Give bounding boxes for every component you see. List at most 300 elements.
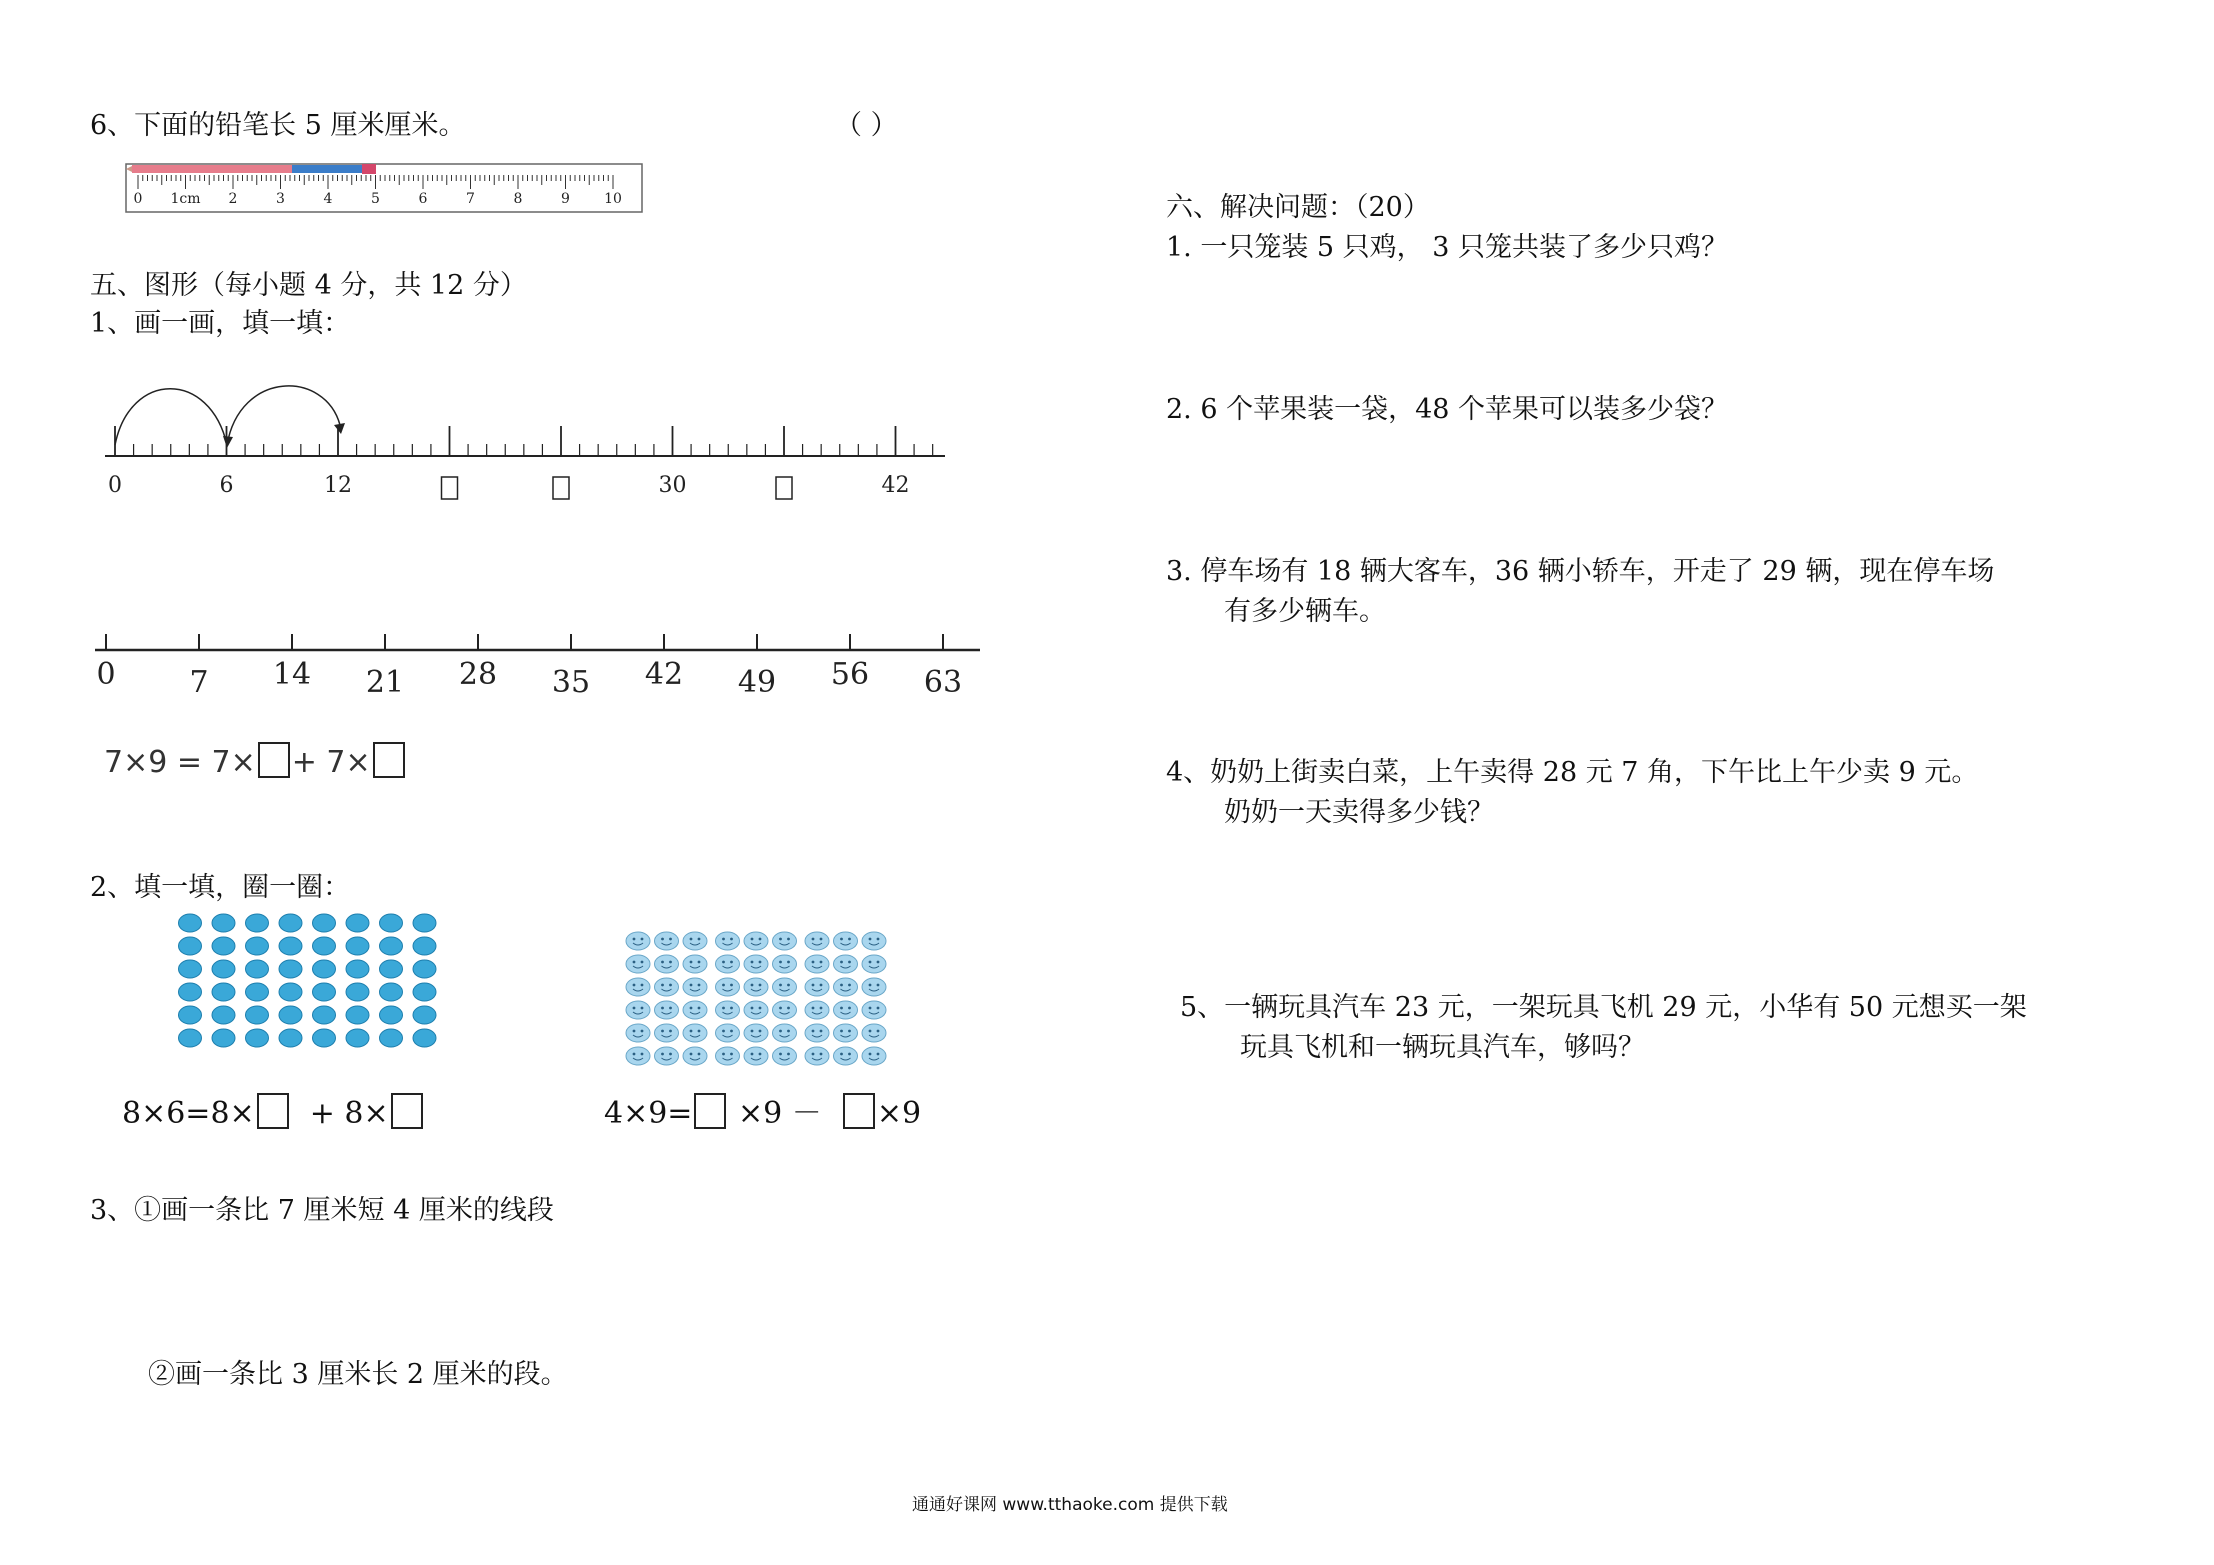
ruler-label: 9 — [561, 191, 570, 207]
smiley-eye — [751, 938, 754, 941]
section5-title: 五、图形（每小题 4 分，共 12 分） — [90, 270, 527, 301]
dot — [346, 914, 369, 932]
smiley-eye — [759, 961, 762, 964]
smiley-face — [626, 1001, 650, 1019]
smiley-head — [862, 1047, 886, 1065]
dot — [313, 1029, 336, 1047]
smiley-eye — [661, 984, 664, 987]
smiley-eye — [730, 1053, 733, 1056]
dot — [413, 983, 436, 1001]
smiley-head — [805, 1001, 829, 1019]
ruler-label: 2 — [228, 191, 238, 207]
dot — [380, 914, 403, 932]
smiley-eye — [848, 1053, 851, 1056]
pencil-stripe-body — [132, 165, 292, 173]
smiley-eye — [722, 961, 725, 964]
smiley-head — [834, 932, 858, 950]
smiley-face — [655, 1001, 679, 1019]
smiley-eye — [690, 984, 693, 987]
smiley-head — [773, 978, 797, 996]
dot — [279, 914, 302, 932]
smiley-face — [862, 1001, 886, 1019]
dot — [346, 937, 369, 955]
smiley-face — [773, 1047, 797, 1065]
dot — [212, 983, 235, 1001]
smiley-head — [773, 1024, 797, 1042]
smiley-head — [744, 1047, 768, 1065]
dot — [380, 960, 403, 978]
number-line-label: 28 — [458, 657, 498, 692]
smiley-head — [834, 1024, 858, 1042]
smiley-eye — [633, 1030, 636, 1033]
smiley-eye — [869, 1007, 872, 1010]
smiley-face — [834, 932, 858, 950]
smiley-eye — [759, 1030, 762, 1033]
smiley-head — [773, 1047, 797, 1065]
ruler-label: 10 — [604, 191, 622, 207]
q6-text: 6、下面的铅笔长 5 厘米厘米。 — [90, 110, 466, 141]
smiley-eye — [812, 984, 815, 987]
dot — [346, 1006, 369, 1024]
number-line-label: 49 — [737, 665, 777, 700]
smiley-eye — [848, 961, 851, 964]
smiley-eye — [633, 984, 636, 987]
answer-box[interactable] — [258, 742, 290, 778]
dot — [179, 983, 202, 1001]
smiley-eye — [877, 1030, 880, 1033]
dot — [346, 960, 369, 978]
dot — [179, 1006, 202, 1024]
smiley-head — [773, 932, 797, 950]
dot — [246, 914, 269, 932]
smiley-eye — [787, 938, 790, 941]
smiley-eye — [779, 1053, 782, 1056]
smiley-eye — [877, 961, 880, 964]
smiley-face — [683, 1001, 707, 1019]
smiley-face — [862, 932, 886, 950]
section6-title: 六、解决问题：（20） — [1166, 192, 1430, 223]
smiley-face — [716, 932, 740, 950]
smiley-eye — [698, 1007, 701, 1010]
smiley-face — [744, 1047, 768, 1065]
smiley-face — [716, 1024, 740, 1042]
smiley-eye — [633, 938, 636, 941]
smiley-eye — [848, 984, 851, 987]
smiley-eye — [730, 961, 733, 964]
smiley-face — [805, 978, 829, 996]
smiley-face — [744, 955, 768, 973]
dot — [212, 937, 235, 955]
jump-arc-1 — [115, 389, 227, 445]
dot — [212, 1006, 235, 1024]
smiley-eye — [820, 984, 823, 987]
equation-part-b: ×9 － — [738, 1096, 822, 1131]
smiley-face — [805, 1024, 829, 1042]
smiley-eye — [722, 1053, 725, 1056]
smiley-face — [834, 955, 858, 973]
smiley-head — [862, 978, 886, 996]
smiley-head — [626, 932, 650, 950]
smiley-eye — [759, 984, 762, 987]
smiley-eye — [722, 984, 725, 987]
number-line-label: 6 — [219, 473, 234, 498]
smiley-head — [744, 932, 768, 950]
smiley-eye — [759, 1053, 762, 1056]
smiley-eye — [787, 1007, 790, 1010]
smiley-head — [626, 1047, 650, 1065]
equation-part-c: ×9 — [876, 1096, 922, 1131]
number-line-2 — [90, 620, 990, 710]
smiley-eye — [820, 938, 823, 941]
q3-line2: ②画一条比 3 厘米长 2 厘米的段。 — [148, 1359, 568, 1390]
ruler-label: 8 — [513, 191, 523, 207]
smiley-eye — [869, 984, 872, 987]
smiley-eye — [730, 984, 733, 987]
smiley-head — [862, 1024, 886, 1042]
dot — [246, 960, 269, 978]
q3-line1: 3、①画一条比 7 厘米短 4 厘米的线段 — [90, 1195, 554, 1226]
smiley-face — [744, 1001, 768, 1019]
dot — [179, 914, 202, 932]
smiley-eye — [751, 961, 754, 964]
answer-box[interactable] — [391, 1093, 423, 1129]
smiley-eye — [698, 961, 701, 964]
ruler-label: 1cm — [170, 191, 201, 207]
smiley-eye — [690, 961, 693, 964]
smiley-head — [744, 1001, 768, 1019]
smiley-eye — [812, 1053, 815, 1056]
dot — [380, 983, 403, 1001]
answer-box[interactable] — [373, 742, 405, 778]
smiley-eye — [641, 1053, 644, 1056]
smiley-eye — [812, 938, 815, 941]
smiley-eye — [877, 984, 880, 987]
smiley-head — [744, 978, 768, 996]
equation-part-a: 4×9= — [604, 1096, 693, 1131]
smiley-eye — [779, 961, 782, 964]
number-line-label: 30 — [658, 473, 687, 498]
smiley-eye — [877, 1053, 880, 1056]
smiley-eye — [669, 1007, 672, 1010]
smiley-face — [626, 1047, 650, 1065]
dot — [313, 983, 336, 1001]
smiley-eye — [641, 984, 644, 987]
smiley-eye — [698, 1053, 701, 1056]
equation-part-a: 8×6=8× — [122, 1096, 255, 1131]
smiley-face — [716, 955, 740, 973]
smiley-eye — [751, 1030, 754, 1033]
smiley-head — [805, 1024, 829, 1042]
smiley-eye — [722, 938, 725, 941]
smiley-eye — [661, 1007, 664, 1010]
number-line-label: 56 — [830, 657, 870, 692]
smiley-head — [683, 978, 707, 996]
smiley-head — [862, 932, 886, 950]
smiley-face — [805, 1047, 829, 1065]
smiley-head — [655, 932, 679, 950]
smiley-eye — [751, 1007, 754, 1010]
ruler-label: 7 — [466, 191, 475, 207]
footer-credit: 通通好课网 www.tthaoke.com 提供下载 — [912, 1495, 1228, 1515]
smiley-eye — [779, 938, 782, 941]
smiley-face — [626, 955, 650, 973]
problem-2: 2. 6 个苹果装一袋，48 个苹果可以装多少袋？ — [1166, 394, 1729, 425]
smiley-eye — [641, 961, 644, 964]
q6-answer-paren: （ ） — [835, 110, 898, 141]
blank-box — [776, 477, 792, 499]
smiley-face — [655, 1024, 679, 1042]
smiley-face — [862, 955, 886, 973]
number-line-label: 0 — [96, 657, 116, 692]
smiley-face — [773, 1024, 797, 1042]
dot — [346, 1029, 369, 1047]
smiley-eye — [633, 1053, 636, 1056]
smiley-eye — [641, 938, 644, 941]
equation-part-b: + 8× — [309, 1096, 389, 1131]
smiley-face — [655, 978, 679, 996]
dot — [380, 1006, 403, 1024]
smiley-eye — [730, 1030, 733, 1033]
dot — [313, 914, 336, 932]
smiley-face — [744, 1024, 768, 1042]
number-line-label: 42 — [881, 473, 910, 498]
smiley-face — [626, 1024, 650, 1042]
smiley-head — [626, 1001, 650, 1019]
dot — [346, 983, 369, 1001]
smiley-head — [834, 955, 858, 973]
number-line-label: 12 — [324, 473, 352, 498]
smiley-face — [773, 955, 797, 973]
smiley-face — [834, 978, 858, 996]
blank-box — [442, 477, 458, 499]
smiley-eye — [641, 1030, 644, 1033]
smiley-head — [773, 955, 797, 973]
smiley-head — [805, 978, 829, 996]
smiley-face — [683, 978, 707, 996]
dot — [279, 937, 302, 955]
smiley-face — [683, 932, 707, 950]
pencil-blue-band — [292, 165, 362, 173]
smiley-eye — [877, 1007, 880, 1010]
smiley-face — [655, 932, 679, 950]
problem-5-line1: 5、一辆玩具汽车 23 元，一架玩具飞机 29 元，小华有 50 元想买一架 — [1180, 992, 2027, 1023]
dot — [246, 1029, 269, 1047]
smiley-face — [805, 932, 829, 950]
smiley-eye — [812, 961, 815, 964]
smiley-head — [655, 978, 679, 996]
dot — [413, 914, 436, 932]
smiley-face — [626, 932, 650, 950]
problem-3-line1: 3. 停车场有 18 辆大客车，36 辆小轿车，开走了 29 辆，现在停车场 — [1166, 556, 1995, 587]
equation-7x9 — [104, 742, 407, 784]
smiley-eye — [661, 1053, 664, 1056]
smiley-face — [744, 932, 768, 950]
smiley-eye — [633, 1007, 636, 1010]
problem-4-line1: 4、奶奶上街卖白菜，上午卖得 28 元 7 角，下午比上午少卖 9 元。 — [1166, 757, 1979, 788]
dot — [212, 960, 235, 978]
arrow-head-1 — [223, 436, 233, 448]
smiley-eye — [751, 1053, 754, 1056]
smiley-face — [716, 1047, 740, 1065]
ruler-label: 0 — [133, 191, 143, 207]
smiley-eye — [759, 938, 762, 941]
equation-8x6 — [122, 1093, 425, 1135]
smiley-head — [683, 1047, 707, 1065]
smiley-head — [683, 955, 707, 973]
number-line-label: 21 — [365, 665, 405, 700]
number-line-label: 35 — [551, 665, 591, 700]
smiley-eye — [722, 1030, 725, 1033]
smiley-eye — [759, 1007, 762, 1010]
smiley-head — [716, 955, 740, 973]
smiley-eye — [787, 961, 790, 964]
smiley-eye — [869, 938, 872, 941]
smiley-head — [655, 1024, 679, 1042]
smiley-eye — [877, 938, 880, 941]
dot — [380, 937, 403, 955]
number-line-label: 63 — [923, 665, 963, 700]
problem-3-line2: 有多少辆车。 — [1224, 596, 1386, 627]
smiley-head — [862, 955, 886, 973]
smiley-eye — [730, 1007, 733, 1010]
smiley-eye — [787, 984, 790, 987]
smiley-eye — [633, 961, 636, 964]
smiley-eye — [690, 1053, 693, 1056]
equation-part-b: + 7× — [291, 745, 371, 780]
ruler-label: 3 — [276, 191, 285, 207]
smiley-eye — [661, 1030, 664, 1033]
smiley-face — [744, 978, 768, 996]
smiley-eye — [751, 984, 754, 987]
smiley-eye — [669, 1053, 672, 1056]
smiley-eye — [840, 1030, 843, 1033]
smiley-head — [655, 1001, 679, 1019]
smiley-face — [834, 1001, 858, 1019]
dot — [179, 960, 202, 978]
smiley-eye — [690, 1030, 693, 1033]
dot — [313, 1006, 336, 1024]
number-line-label: 7 — [189, 665, 209, 700]
smiley-face — [683, 1047, 707, 1065]
smiley-eye — [820, 1053, 823, 1056]
smiley-eye — [690, 938, 693, 941]
pencil-ruler-figure — [120, 158, 650, 216]
smiley-face — [773, 978, 797, 996]
dot — [246, 983, 269, 1001]
smiley-head — [834, 978, 858, 996]
smiley-head — [626, 1024, 650, 1042]
smiley-face — [862, 1047, 886, 1065]
arrow-head-2 — [334, 423, 345, 434]
smiley-eye — [779, 1007, 782, 1010]
smiley-eye — [779, 984, 782, 987]
smiley-head — [744, 1024, 768, 1042]
dot — [279, 960, 302, 978]
smiley-face — [655, 955, 679, 973]
dot — [246, 1006, 269, 1024]
smiley-eye — [641, 1007, 644, 1010]
smiley-eye — [848, 1007, 851, 1010]
smiley-head — [655, 1047, 679, 1065]
smiley-eye — [840, 961, 843, 964]
smiley-head — [716, 932, 740, 950]
ruler-label: 5 — [371, 191, 380, 207]
dot — [279, 1006, 302, 1024]
smiley-face — [773, 1001, 797, 1019]
pencil-eraser — [362, 164, 376, 174]
smiley-head — [683, 1001, 707, 1019]
dot — [179, 1029, 202, 1047]
smiley-array — [624, 928, 894, 1074]
jump-arc-2 — [227, 386, 340, 445]
smiley-head — [655, 955, 679, 973]
equation-part-a: 7×9 = 7× — [104, 745, 256, 780]
smiley-head — [834, 1047, 858, 1065]
smiley-eye — [812, 1030, 815, 1033]
smiley-head — [716, 1047, 740, 1065]
smiley-face — [683, 955, 707, 973]
smiley-face — [716, 978, 740, 996]
smiley-eye — [820, 1030, 823, 1033]
smiley-eye — [722, 1007, 725, 1010]
smiley-eye — [820, 961, 823, 964]
smiley-eye — [661, 938, 664, 941]
smiley-face — [655, 1047, 679, 1065]
answer-box[interactable] — [257, 1093, 289, 1129]
smiley-eye — [840, 984, 843, 987]
smiley-eye — [787, 1030, 790, 1033]
ruler-label: 6 — [418, 191, 428, 207]
smiley-eye — [840, 938, 843, 941]
smiley-head — [834, 1001, 858, 1019]
smiley-eye — [869, 961, 872, 964]
smiley-face — [862, 978, 886, 996]
smiley-eye — [840, 1007, 843, 1010]
dot — [380, 1029, 403, 1047]
smiley-eye — [869, 1053, 872, 1056]
smiley-eye — [812, 1007, 815, 1010]
smiley-head — [626, 955, 650, 973]
q2-title: 2、填一填，圈一圈： — [90, 872, 351, 903]
smiley-eye — [669, 984, 672, 987]
number-line-label: 42 — [644, 657, 684, 692]
smiley-eye — [820, 1007, 823, 1010]
number-line-label: 0 — [108, 473, 122, 498]
dot — [212, 914, 235, 932]
smiley-eye — [698, 1030, 701, 1033]
smiley-face — [683, 1024, 707, 1042]
smiley-eye — [669, 1030, 672, 1033]
dot — [246, 937, 269, 955]
smiley-eye — [661, 961, 664, 964]
smiley-eye — [690, 1007, 693, 1010]
dot — [313, 937, 336, 955]
answer-box[interactable] — [843, 1093, 875, 1129]
smiley-head — [862, 1001, 886, 1019]
smiley-head — [683, 1024, 707, 1042]
smiley-eye — [669, 961, 672, 964]
smiley-eye — [869, 1030, 872, 1033]
smiley-head — [716, 978, 740, 996]
smiley-eye — [840, 1053, 843, 1056]
dot — [179, 937, 202, 955]
dot — [413, 960, 436, 978]
smiley-face — [834, 1024, 858, 1042]
answer-box[interactable] — [694, 1093, 726, 1129]
smiley-head — [626, 978, 650, 996]
smiley-head — [805, 1047, 829, 1065]
dot — [212, 1029, 235, 1047]
